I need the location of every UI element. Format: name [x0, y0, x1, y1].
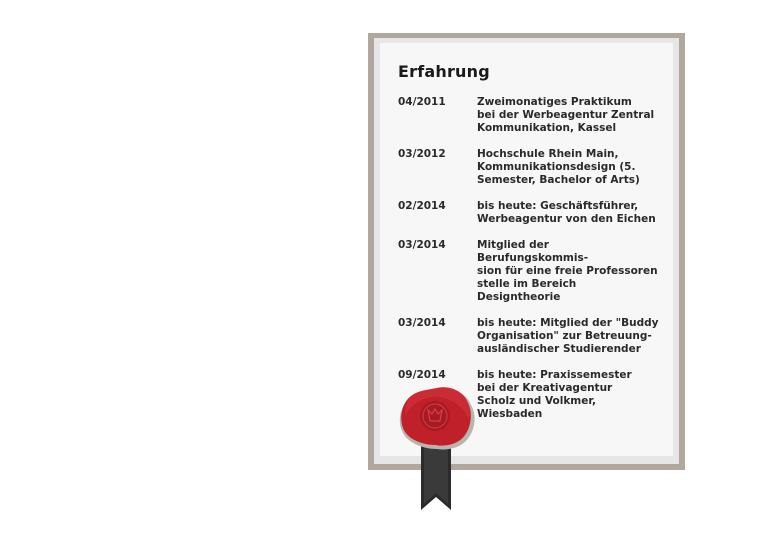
- entry-date: 02/2014: [398, 200, 446, 212]
- entry-date: 03/2014: [398, 239, 446, 251]
- experience-entry: [398, 96, 663, 135]
- ribbon-icon: [421, 440, 451, 510]
- entry-text: bis heute: Geschäftsführer, Werbeagentur von den Eichen: [477, 200, 656, 225]
- entry-date: 03/2014: [398, 317, 446, 329]
- entry-text: Mitglied der Berufungskommis- sion für eine freie Professoren stelle im Bereich Designtheorie: [477, 239, 658, 303]
- entry-date: 03/2012: [398, 148, 446, 160]
- entry-text: Hochschule Rhein Main, Kommunikationsdesign (5. Semester, Bachelor of Arts): [477, 148, 640, 186]
- entry-text: bis heute: Mitglied der "Buddy Organisation" zur Betreuung- ausländischer Studierender: [477, 317, 659, 355]
- experience-entry: [398, 200, 663, 226]
- entry-text: Zweimonatiges Praktikum bei der Werbeagentur Zentral Kommunikation, Kassel: [477, 96, 655, 134]
- entry-date: 09/2014: [398, 369, 446, 381]
- section-title: Erfahrung: [398, 62, 490, 81]
- experience-entry: [398, 317, 663, 356]
- experience-entry: [398, 148, 663, 187]
- experience-entry: [398, 239, 663, 304]
- entry-text: bis heute: Praxissemester bei der Kreativagentur Scholz und Volkmer, Wiesbaden: [477, 369, 632, 420]
- wax-seal-icon: [393, 385, 483, 515]
- entry-date: 04/2011: [398, 96, 446, 108]
- experience-list: [398, 96, 663, 434]
